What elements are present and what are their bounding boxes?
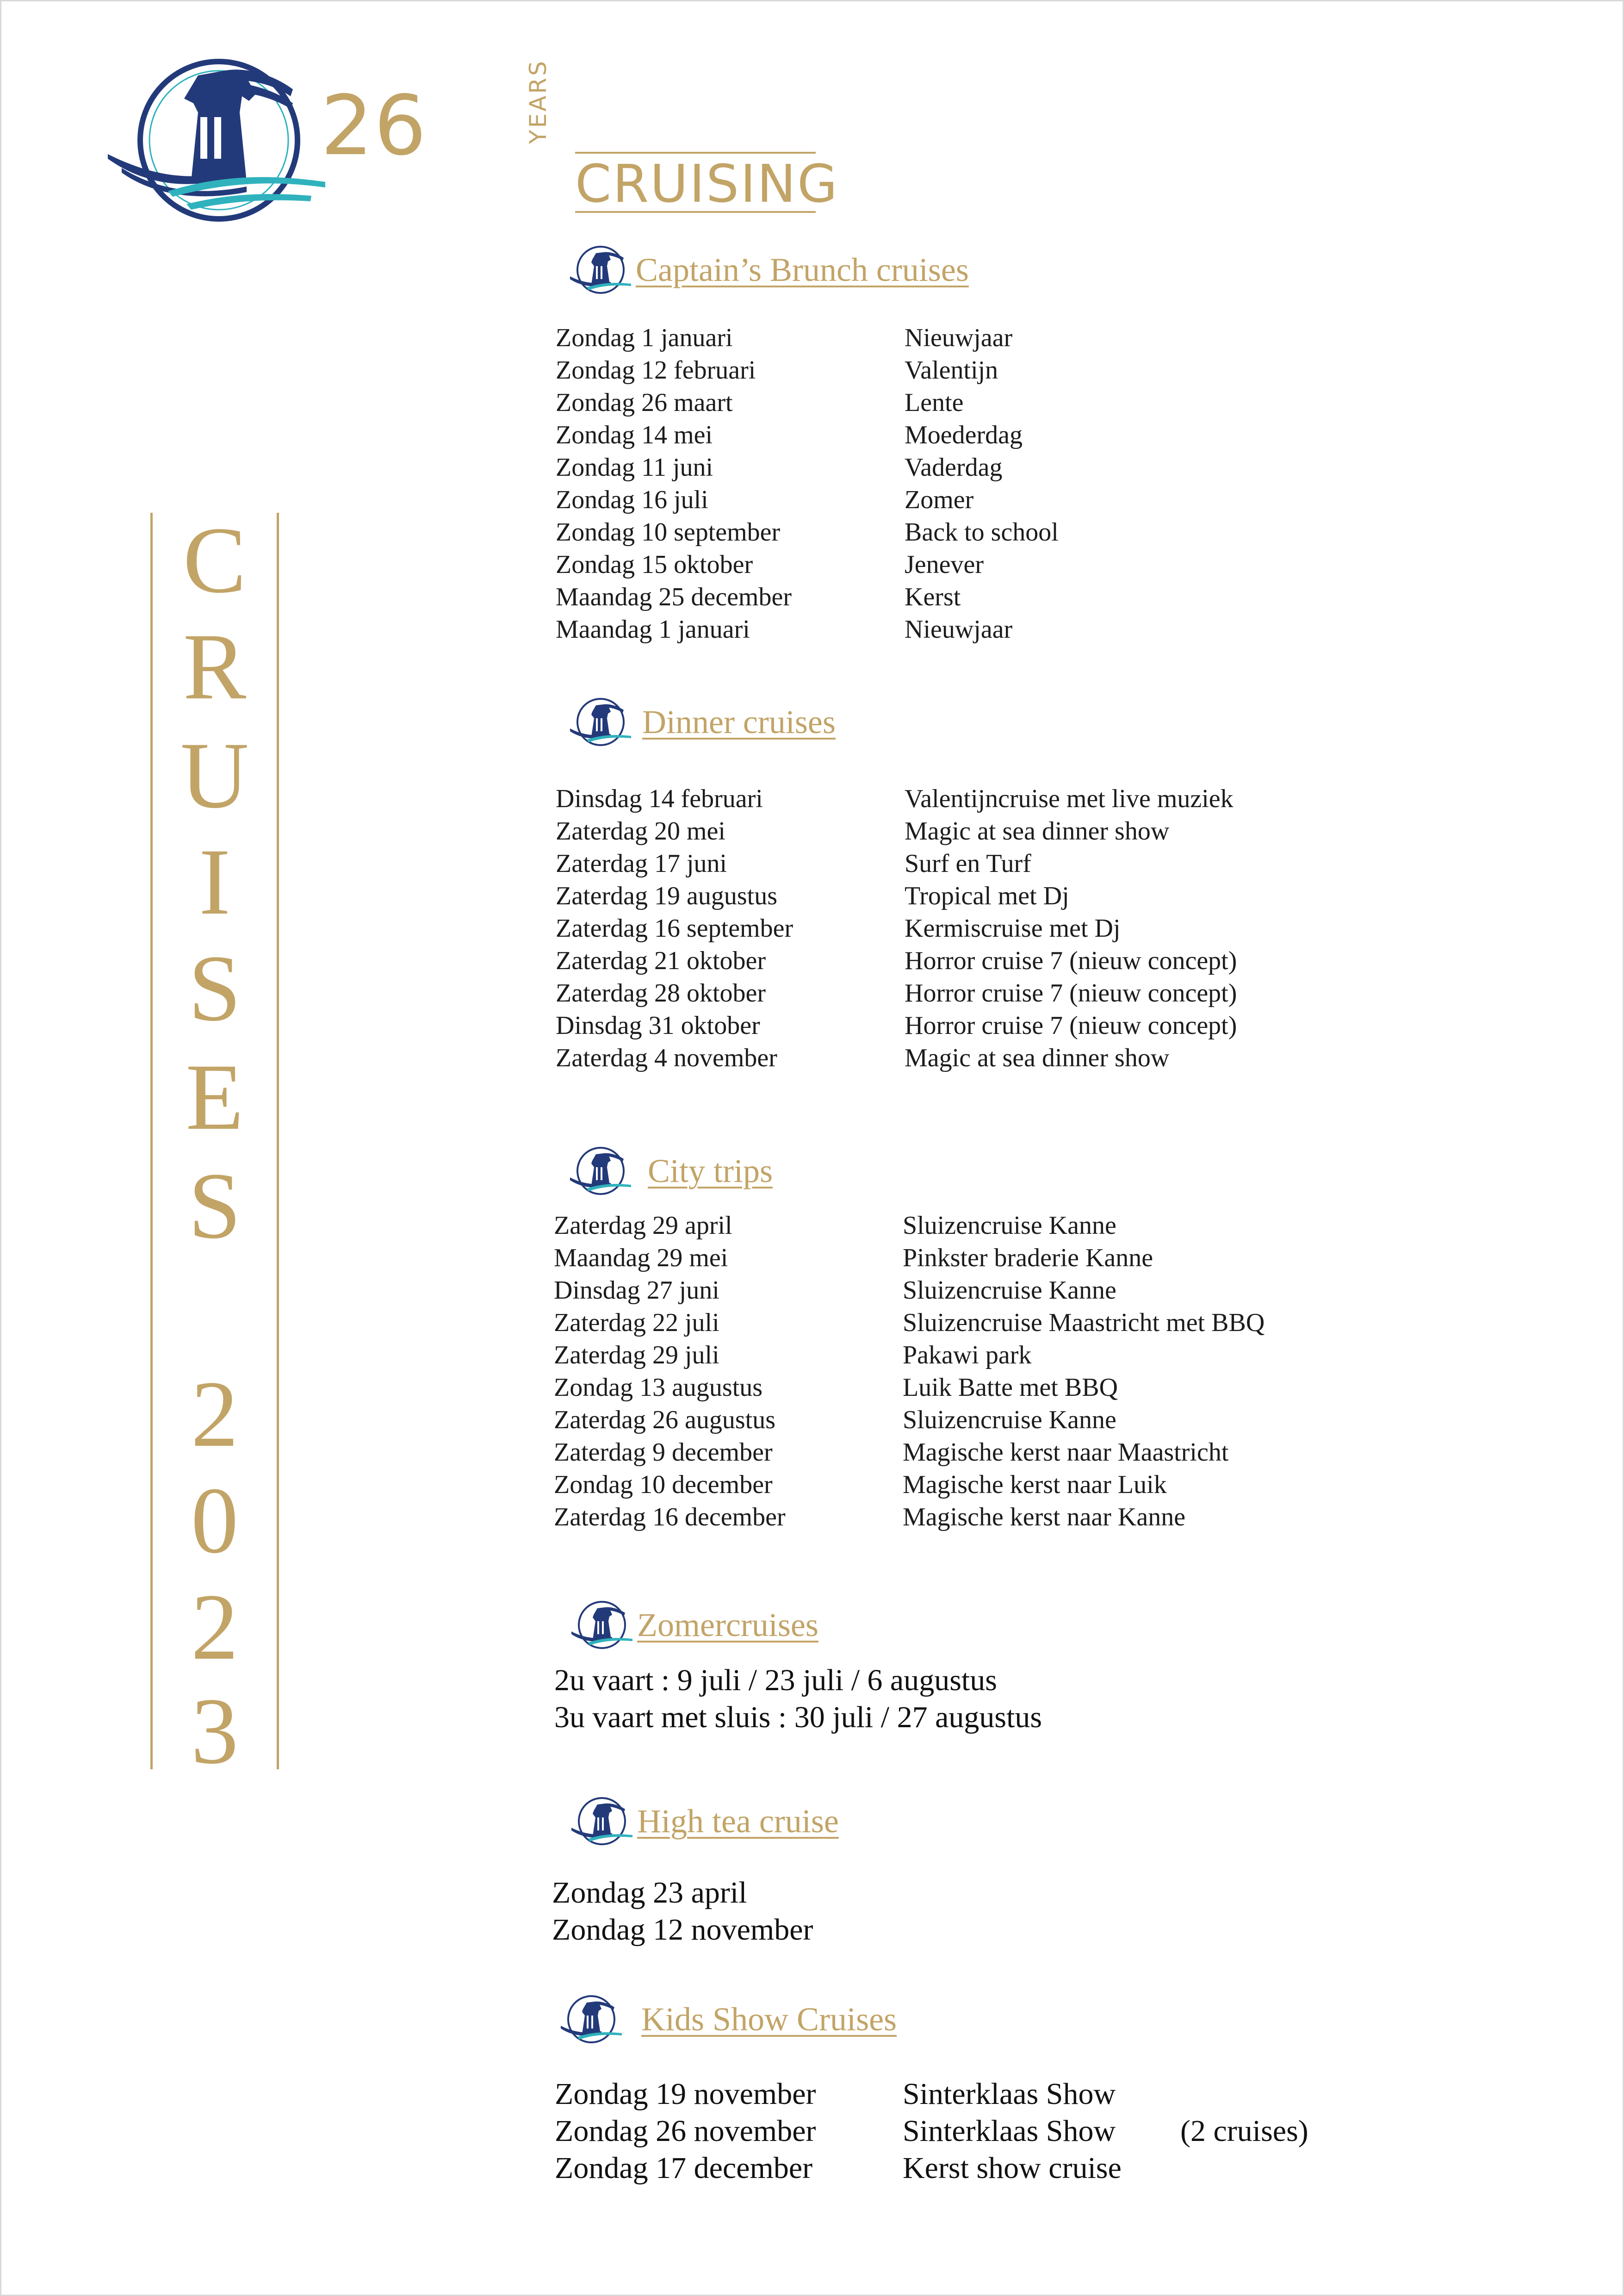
cruising-wordmark: CRUISING <box>575 152 816 213</box>
section-title: City trips <box>648 1152 773 1189</box>
event-date: Zondag 10 september <box>556 518 781 547</box>
event-date: Zondag 12 februari <box>556 356 756 385</box>
event-name: Magic at sea dinner show <box>905 817 1170 846</box>
schedule-row <box>556 880 1296 912</box>
event-date: Zaterdag 20 mei <box>556 817 725 846</box>
event-name: Horror cruise 7 (nieuw concept) <box>905 946 1237 975</box>
schedule-row <box>556 386 1157 419</box>
section-title: Dinner cruises <box>642 703 836 740</box>
event-name: Magische kerst naar Luik <box>903 1470 1167 1499</box>
hightea-schedule <box>552 1874 1107 1948</box>
section-header-hightea <box>570 1793 1079 1849</box>
section-header-brunch <box>568 242 1077 298</box>
schedule-row <box>556 613 1157 646</box>
schedule-row <box>555 2150 1434 2187</box>
ship-logo-icon <box>108 57 330 224</box>
event-name: Sinterklaas Show <box>903 2114 1116 2148</box>
event-date: Zaterdag 19 augustus <box>556 882 777 910</box>
section-title: Kids Show Cruises <box>641 2001 897 2038</box>
event-name: Sluizencruise Kanne <box>903 1406 1116 1434</box>
schedule-row <box>556 419 1157 451</box>
schedule-row <box>556 581 1157 613</box>
schedule-row <box>556 354 1157 386</box>
event-date: Zondag 26 november <box>555 2114 816 2148</box>
event-name: Luik Batte met BBQ <box>903 1373 1118 1402</box>
schedule-row <box>556 548 1157 581</box>
event-date: Zaterdag 4 november <box>556 1044 777 1072</box>
event-note: (2 cruises) <box>1180 2114 1308 2148</box>
schedule-row <box>556 1042 1296 1074</box>
event-date: Zondag 15 oktober <box>556 550 753 579</box>
schedule-row <box>556 783 1296 815</box>
schedule-row <box>554 1339 1340 1371</box>
schedule-row <box>556 815 1296 847</box>
event-name: Nieuwjaar <box>905 324 1013 352</box>
side-title-letter: 3 <box>191 1679 239 1784</box>
event-date: Maandag 29 mei <box>554 1244 728 1272</box>
schedule-row <box>554 1436 1340 1468</box>
schedule-row <box>556 945 1296 977</box>
schedule-row <box>556 847 1296 880</box>
schedule-row <box>554 1274 1340 1307</box>
schedule-row <box>556 1009 1296 1042</box>
schedule-row <box>555 2113 1434 2150</box>
event-name: Tropical met Dj <box>905 882 1069 910</box>
event-date: Zondag 19 november <box>555 2077 816 2111</box>
side-title-letter: S <box>188 936 241 1041</box>
section-header-kids <box>559 1991 1114 2047</box>
event-date: Zaterdag 16 december <box>554 1503 786 1531</box>
schedule-row <box>556 912 1296 945</box>
brunch-schedule <box>556 322 1157 646</box>
event-name: Back to school <box>905 518 1059 547</box>
event-date: Dinsdag 31 oktober <box>556 1011 760 1040</box>
event-name: Pinkster braderie Kanne <box>903 1244 1153 1272</box>
zomer-schedule <box>554 1662 1433 1736</box>
event-name: Jenever <box>905 550 984 579</box>
event-date: Zaterdag 9 december <box>554 1438 773 1467</box>
schedule-row <box>556 322 1157 354</box>
section-title: Zomercruises <box>637 1606 818 1643</box>
city-schedule <box>554 1209 1340 1533</box>
event-date: Zondag 10 december <box>554 1470 773 1499</box>
event-name: Horror cruise 7 (nieuw concept) <box>905 1011 1237 1040</box>
ship-badge-icon <box>559 1991 624 2047</box>
event-date: Maandag 1 januari <box>556 615 750 644</box>
event-name: Zomer <box>905 485 974 514</box>
section-title: Captain’s Brunch cruises <box>636 251 969 288</box>
event-name: Kerst show cruise <box>903 2151 1122 2185</box>
event-name: Sluizencruise Kanne <box>903 1276 1116 1305</box>
event-date: Zaterdag 17 juni <box>556 849 727 878</box>
side-title-letter: 0 <box>191 1468 239 1573</box>
side-title-letter: U <box>180 723 249 828</box>
event-date: Zaterdag 29 april <box>554 1211 732 1240</box>
event-name: Sluizencruise Kanne <box>903 1211 1116 1240</box>
ship-badge-icon <box>568 1143 633 1199</box>
ship-badge-icon <box>570 1597 634 1653</box>
event-name: Kerst <box>905 583 961 611</box>
event-name: Magische kerst naar Maastricht <box>903 1438 1229 1467</box>
schedule-row <box>556 977 1296 1009</box>
event-date: Maandag 25 december <box>556 583 792 611</box>
event-date: Zaterdag 22 juli <box>554 1308 719 1337</box>
kids-schedule <box>555 2076 1434 2187</box>
side-title-letter: 2 <box>191 1574 239 1680</box>
event-date: Zondag 14 mei <box>556 421 713 449</box>
side-title-letter: E <box>186 1045 244 1150</box>
dinner-schedule <box>556 783 1296 1074</box>
event-date: Zondag 17 december <box>555 2151 813 2185</box>
event-name: Surf en Turf <box>905 849 1031 878</box>
schedule-row <box>554 1242 1340 1274</box>
event-date: Dinsdag 27 juni <box>554 1276 719 1305</box>
event-name: Nieuwjaar <box>905 615 1013 644</box>
schedule-row <box>556 516 1157 548</box>
event-name: Valentijn <box>905 356 998 385</box>
event-name: Moederdag <box>905 421 1023 449</box>
event-date: Zaterdag 16 september <box>556 914 793 943</box>
event-name: Magic at sea dinner show <box>905 1044 1170 1072</box>
section-header-dinner <box>568 694 1077 750</box>
ship-badge-icon <box>570 1793 634 1849</box>
event-date: Zaterdag 21 oktober <box>556 946 766 975</box>
brand-logo <box>108 57 839 233</box>
event-name: Lente <box>905 388 964 417</box>
side-title-letter: C <box>183 508 247 613</box>
side-title-letter: 2 <box>191 1362 239 1467</box>
ship-badge-icon <box>568 242 633 298</box>
event-date: Zondag 13 augustus <box>554 1373 763 1402</box>
section-title: High tea cruise <box>637 1803 839 1840</box>
side-title-letter: I <box>198 829 231 934</box>
event-name: Horror cruise 7 (nieuw concept) <box>905 979 1237 1008</box>
event-name: Magische kerst naar Kanne <box>903 1503 1186 1531</box>
event-name: Vaderdag <box>905 453 1003 482</box>
side-title <box>153 508 277 1784</box>
event-date: Zondag 26 maart <box>556 388 733 417</box>
years-label: YEARS <box>525 59 552 144</box>
schedule-row <box>554 1404 1340 1436</box>
schedule-row <box>556 451 1157 484</box>
event-date: Zaterdag 26 augustus <box>554 1406 775 1434</box>
schedule-line: 3u vaart met sluis : 30 juli / 27 augustus <box>554 1700 1042 1734</box>
event-date: Zondag 11 juni <box>556 453 713 482</box>
schedule-line: Zondag 23 april <box>552 1876 747 1910</box>
schedule-row <box>556 484 1157 516</box>
event-name: Pakawi park <box>903 1341 1032 1369</box>
ship-badge-icon <box>568 694 633 750</box>
event-name: Kermiscruise met Dj <box>905 914 1121 943</box>
event-date: Zondag 1 januari <box>556 324 733 352</box>
schedule-line: 2u vaart : 9 juli / 23 juli / 6 augustus <box>554 1663 997 1697</box>
anniversary-number: 26 <box>321 78 428 174</box>
schedule-row <box>555 2076 1434 2113</box>
event-name: Valentijncruise met live muziek <box>905 784 1233 813</box>
event-date: Dinsdag 14 februari <box>556 784 763 813</box>
event-date: Zaterdag 28 oktober <box>556 979 766 1008</box>
schedule-row <box>554 1209 1340 1242</box>
event-name: Sluizencruise Maastricht met BBQ <box>903 1308 1265 1337</box>
schedule-row <box>554 1307 1340 1339</box>
section-header-zomer <box>570 1597 1079 1653</box>
schedule-row <box>554 1501 1340 1533</box>
side-title-frame <box>150 508 279 1784</box>
schedule-row <box>554 1468 1340 1501</box>
section-header-city <box>568 1143 1077 1199</box>
schedule-row <box>554 1371 1340 1404</box>
side-title-letter: S <box>188 1153 241 1258</box>
schedule-line: Zondag 12 november <box>552 1913 813 1947</box>
event-date: Zaterdag 29 juli <box>554 1341 719 1369</box>
event-date: Zondag 16 juli <box>556 485 708 514</box>
event-name: Sinterklaas Show <box>903 2077 1116 2111</box>
side-title-letter: R <box>183 614 247 719</box>
